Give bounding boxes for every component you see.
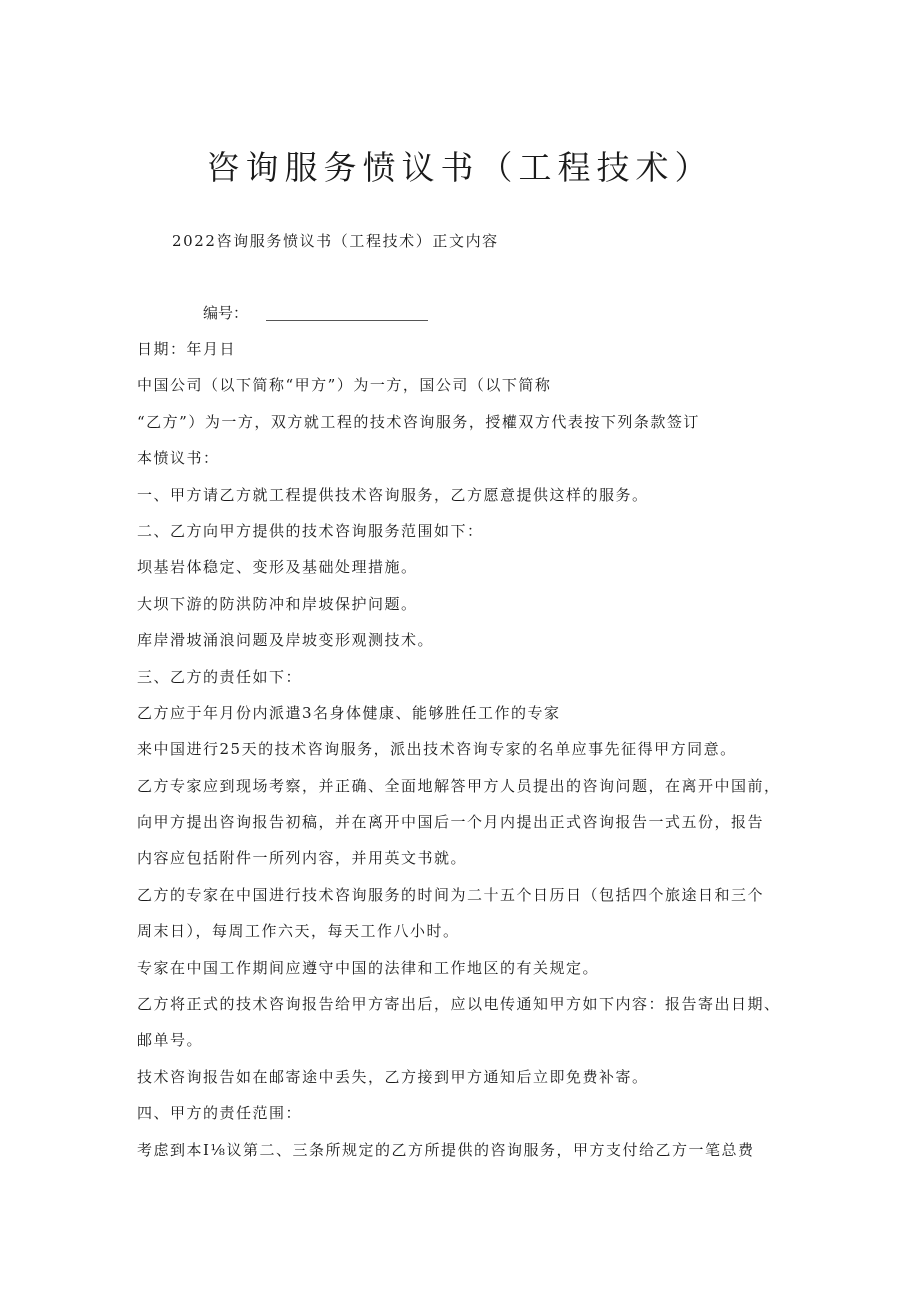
document-title: 咨询服务愤议书（工程技术） bbox=[206, 148, 714, 187]
number-blank-line bbox=[266, 304, 428, 321]
body-line: 乙方专家应到现场考察，并正确、全面地解答甲方人员提出的咨询问题，在离开中国前， bbox=[137, 776, 781, 795]
body-line: 二、乙方向甲方提供的技术咨询服务范围如下： bbox=[137, 521, 484, 540]
document-body bbox=[137, 338, 797, 1175]
body-line: 乙方应于年月份内派遣3名身体健康、能够胜任工作的专家 bbox=[137, 703, 561, 722]
body-line: 技术咨询报告如在邮寄途中丢失，乙方接到甲方通知后立即免费补寄。 bbox=[137, 1067, 649, 1086]
body-line: 周末日），每周工作六天，每天工作八小时。 bbox=[137, 922, 460, 941]
body-line: 考虑到本I⅛议第二、三条所规定的乙方所提供的咨询服务，甲方支付给乙方一笔总费 bbox=[137, 1140, 755, 1159]
body-line: “乙方”）为一方，双方就工程的技术咨询服务，授權双方代表按下列条款签订 bbox=[137, 412, 700, 431]
document-subtitle: 2022咨询服务愤议书（工程技术）正文内容 bbox=[172, 232, 499, 250]
body-line: 三、乙方的责任如下： bbox=[137, 667, 303, 686]
body-line: 库岸滑坡涌浪问题及岸坡变形观测技术。 bbox=[137, 631, 435, 650]
body-line: 来中国进行25天的技术咨询服务，派出技术咨询专家的名单应事先征得甲方同意。 bbox=[137, 740, 737, 759]
body-line: 坝基岩体稳定、变形及基础处理措施。 bbox=[137, 558, 418, 577]
body-line: 本愤议书： bbox=[137, 449, 220, 468]
body-line: 日期：年月日 bbox=[137, 340, 237, 358]
number-label: 编号： bbox=[203, 304, 249, 322]
body-line: 中国公司（以下简称“甲方”）为一方，国公司（以下简称 bbox=[137, 376, 552, 395]
number-field bbox=[203, 302, 428, 324]
body-line: 乙方的专家在中国进行技术咨询服务的时间为二十五个日历日（包括四个旅途日和三个 bbox=[137, 885, 765, 904]
body-line: 大坝下游的防洪防冲和岸坡保护问题。 bbox=[137, 594, 418, 613]
body-line: 乙方将正式的技术咨询报告给甲方寄出后，应以电传通知甲方如下内容：报告寄出日期、 bbox=[137, 995, 781, 1014]
body-line: 内容应包括附件一所列内容，并用英文书就。 bbox=[137, 849, 468, 868]
body-line: 邮单号。 bbox=[137, 1031, 204, 1050]
body-line: 四、甲方的责任范围： bbox=[137, 1104, 303, 1123]
body-line: 一、甲方请乙方就工程提供技术咨询服务，乙方愿意提供这样的服务。 bbox=[137, 485, 649, 504]
body-line: 向甲方提出咨询报告初稿，并在离开中国后一个月内提出正式咨询报告一式五份，报告 bbox=[137, 813, 765, 832]
body-line: 专家在中国工作期间应遵守中国的法律和工作地区的有关规定。 bbox=[137, 958, 600, 977]
